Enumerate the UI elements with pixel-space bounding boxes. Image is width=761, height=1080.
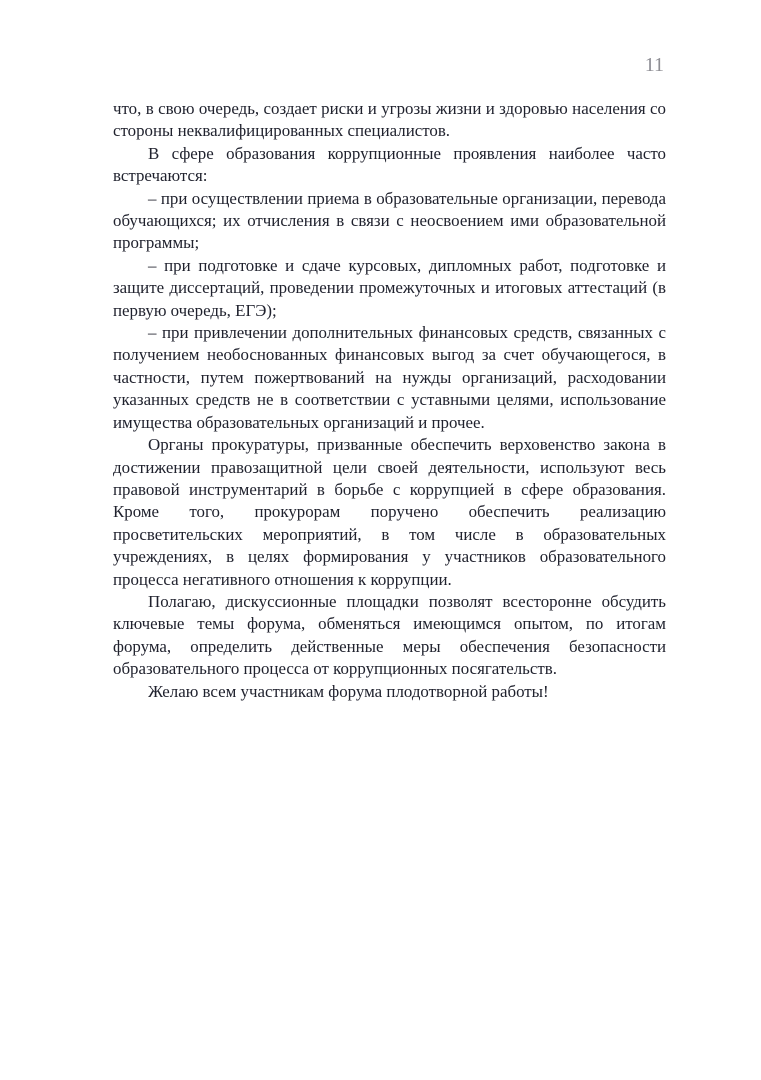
paragraph: – при осуществлении приема в образовательные организации, перевода обучающихся; их отчисления в связи с неосвоением ими образовательной программы; bbox=[113, 188, 666, 253]
paragraph: – при подготовке и сдаче курсовых, дипломных работ, подготовке и защите диссертаций, проведении промежуточных и итоговых аттестаций (в первую очередь, ЕГЭ); bbox=[113, 255, 666, 320]
paragraph: Полагаю, дискуссионные площадки позволят всесторонне обсудить ключевые темы форума, обменяться имеющимся опытом, по итогам форума, определить действенные меры обеспечения безопасности образовательного процесса от коррупционных посягательств. bbox=[113, 591, 666, 679]
paragraph: В сфере образования коррупционные проявления наиболее часто встречаются: bbox=[113, 143, 666, 186]
paragraph: – при привлечении дополнительных финансовых средств, связанных с получением необоснованных финансовых выгод за счет обучающегося, в частности, путем пожертвований на нужды организаций, расходовании указанных средств не в соответствии с уставными целями, использование имущества образовательных организаций и прочее. bbox=[113, 323, 666, 432]
body-text bbox=[113, 98, 666, 703]
paragraph: Органы прокуратуры, призванные обеспечить верховенство закона в достижении правозащитной цели своей деятельности, используют весь правовой инструментарий в борьбе с коррупцией в сфере образования. Кроме того, прокурорам поручено обеспечить реализацию просветительских мероприятий, в том числе в образовательных учреждениях, в целях формирования у участников образовательного процесса негативного отношения к коррупции. bbox=[113, 435, 666, 589]
page-number: 11 bbox=[644, 54, 664, 76]
paragraph: Желаю всем участникам форума плодотворной работы! bbox=[148, 681, 549, 701]
paragraph: что, в свою очередь, создает риски и угрозы жизни и здоровью населения со стороны неквалифицированных специалистов. bbox=[113, 99, 666, 141]
